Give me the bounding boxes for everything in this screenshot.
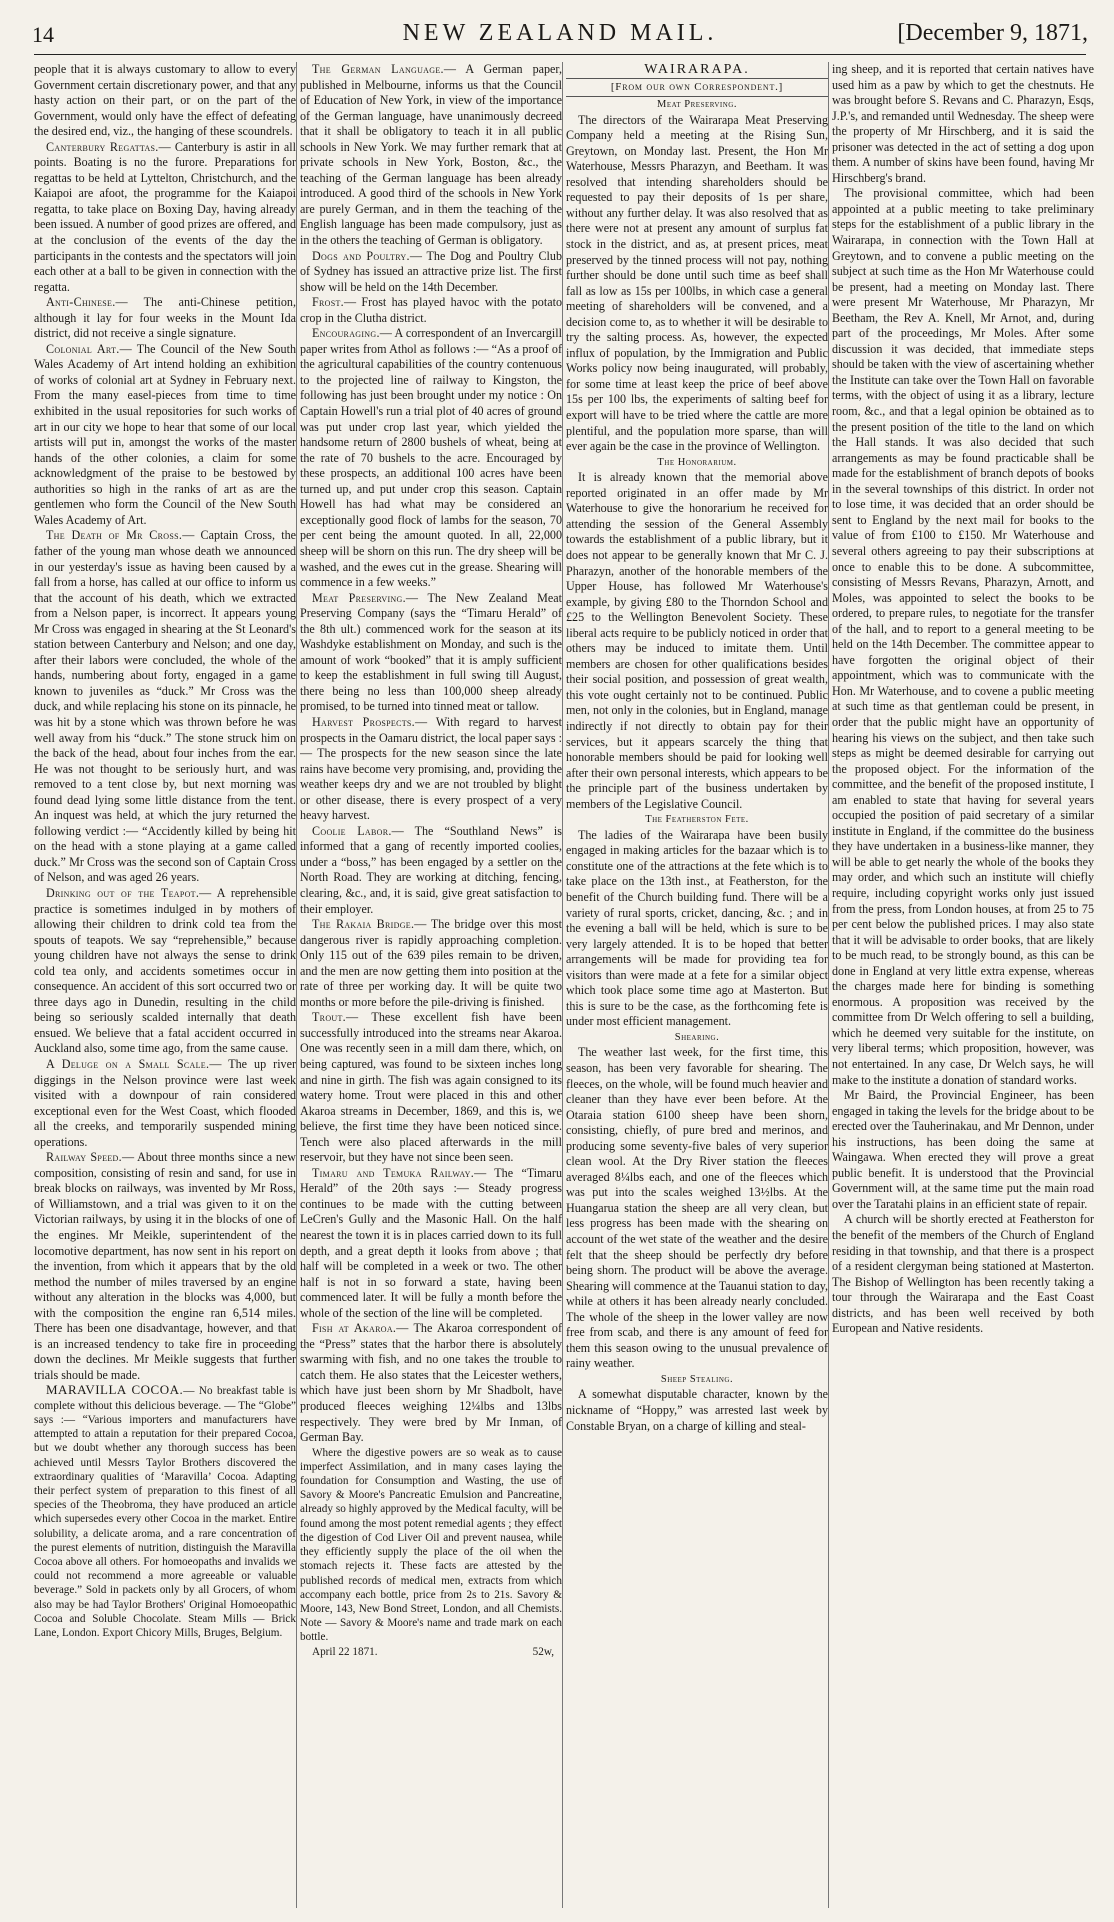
newspaper-title: NEW ZEALAND MAIL. — [402, 20, 718, 46]
article-shearing: The weather last week, for the first time, this season, has been very favorable for shearing. The fleeces, on the whole, will be found much heavier and cleaner than they have ever been before. At the Otaraia station 6100 sheep have been shorn, consisting, chiefly, of pure bred and merinos, and producing some seventy-five bales of very superior clean wool. At the Dry River station the fleeces averaged 8¼lbs each, and one of the fleeces which was put into the scales weighed 13½lbs. At the Huangarua station the sheep are all very clean, but less progress has been made with the shearing on account of the wet state of the weather and the desire felt that the sheep should be perfectly dry before being shorn. The product will be above the average. Shearing will commence at the Tauanui station to day, while at others it has been already nearly concluded. The whole of the sheep in the lower valley are now free from scab, and there is any amount of feed for them this season owing to the unusual prevalence of rainy weather. — [566, 1045, 828, 1371]
subheading: The Featherston Fete. — [645, 814, 749, 826]
article-body: — Canterbury is astir in all points. Boating is no the furore. Preparations for regattas to be held at Lyttelton, Christchurch, and the Kaiapoi are afoot, the programme for the Kaiapoi regatta, to take place on Boxing Day, having already been issued. A number of good prizes are offered, and at the conclusion of the events of the day the participants in the contests and the spectators will join each other at a ball to be given in connection with the regatta. — [34, 139, 296, 294]
article-heading: Railway Speed. — [46, 1150, 122, 1165]
article-body: — The Dog and Poultry Club of Sydney has issued an attractive prize list. The first show will be held on the 14th December. — [300, 248, 562, 294]
column-2 — [300, 62, 562, 1908]
article-heading: Meat Preserving. — [312, 590, 406, 605]
advertisement-code: 52w, — [532, 1645, 554, 1658]
advertisement-maravilla-cocoa — [34, 1383, 296, 1640]
article-body: — Captain Cross, the father of the young man whose death we announced in our yesterday's issue as having been caused by a fall from a horse, has called at our office to inform us that the account of his death, which we extracted from a Nelson paper, is incorrect. It appears young Mr Cross was engaged in shearing at the St Leonard's station between Canterbury and Nelson; and one day, after their labors were concluded, the whole of the hands, numbering about forty, engaged in a game known to juveniles as “duck.” Mr Cross was the duck, and while replacing his stone on its pinnacle, he was hit by a stone which was thrown before he was well away from his “duck.” The stone struck him on the back of the head, about four inches from the ear. He was not thought to be seriously hurt, and was removed to a tent close by, but next morning was found dead lying some little distance from the tent. An inquest was held, at which the jury returned the following verdict :— “Accidently killed by being hit on the head with a stone playing at a game called duck.” Mr Cross was the second son of Captain Cross of Nelson, and was aged 26 years. — [34, 528, 296, 885]
article-encouraging — [300, 326, 562, 590]
subheading: Sheep Stealing. — [660, 1373, 734, 1385]
article-heading: Trout. — [312, 1010, 346, 1025]
article-heading: The Death of Mr Cross. — [46, 528, 183, 543]
column-divider — [296, 62, 297, 1908]
article-heading: Fish at Akaroa. — [312, 1321, 397, 1336]
article-body: — A German paper, published in Melbourne, informs us that the Council of Education of New York, in view of the importance of the German language, have unanimously decreed that it shall be obligatory to teach it in all public schools in New York. We may further remark that at private schools in New York, Boston, &c., the teaching of the German language has been already introduced. A good third of the schools in New York are purely German, and in them the teaching of the English language has been made compulsory, just as in the others the teaching of German is obligatory. — [300, 62, 562, 248]
article-heading: Anti-Chinese. — [46, 295, 116, 310]
section-title: WAIRARAPA. — [644, 62, 750, 77]
column-divider — [828, 62, 829, 1908]
article-heading: Harvest Prospects. — [312, 714, 415, 729]
article-heading: A Deluge on a Small Scale. — [46, 1057, 210, 1071]
article-body: — The bridge over this most dangerous river is rapidly approaching completion. Only 115 out of the 639 piles remain to be driven, and the men are now getting them into position at the rate of three per working day. It will be quite two months or more before the pile-driving is finished. — [300, 917, 562, 1009]
article-body: — The “Timaru Herald” of the 20th says :— Steady progress continues to be made with the cutting between LeCren's Gully and the Masonic Hall. On the half nearest the town it is in places carried down to its full depth, and a great depth it looks from above ; that half will be completed in a week or two. The other half is not in so forward a state, having been commenced later. It will be fully a month before the whole of the section of the line will be completed. — [300, 1165, 562, 1320]
article-sheep-stealing: A somewhat disputable character, known by the nickname of “Hoppy,” was arrested last week by Constable Bryan, on a charge of killing and steal- — [566, 1387, 828, 1433]
article-german-language — [300, 62, 562, 249]
column-3 — [566, 62, 828, 1908]
advertisement-body: — No breakfast table is complete without this delicious beverage. — The “Globe” says :— “Various importers and manufacturers have attempted to attain a reputation for their prepared Cocoa, but we doubt whether any thorough success has been achieved until Messrs Taylor Brothers discovered the extraordinary qualities of ‘Maravilla’ Cocoa. Adapting their perfect system of preparation to this finest of all species of the Theobroma, they have produced an article which supersedes every other Cocoa in the market. Entire solubility, a delicate aroma, and a rare concentration of the purest elements of nutrition, distinguish the Maravilla Cocoa above all others. For homoeopaths and invalids we could not recommend a more agreeable or valuable beverage.” Sold in packets only by all Grocers, of whom also may be had Taylor Brothers' Original Homoeopathic Cocoa and Soluble Chocolate. Steam Mills — Brick Lane, London. Export Chicory Mills, Bruges, Belgium. — [34, 1385, 296, 1639]
subheading: Shearing. — [674, 1031, 720, 1043]
column-1 — [34, 62, 296, 1908]
article-heading: The Rakaia Bridge. — [312, 917, 415, 932]
article-wairarapa-meat: The directors of the Wairarapa Meat Preserving Company held a meeting at the Rising Sun, Greytown, on Monday last. Present, the Hon Mr Waterhouse, Messrs Pharazyn, and Beetham. It was resolved that intending shareholders should be requested to pay their deposits of 1s per share, without any further delay. It was also resolved that as there were not at present any amount of surplus fat stock in the district, and as, at present prices, meat preserved by the tinned process will not pay, nothing further should be done until such time as beef shall fall as low as 15s per 100lbs, in which case a general meeting of shareholders will be convened, and a decision come to, as to whether it will be desirable to try the salting process. As, however, the expected influx of population, by the Immigration and Public Works policy now being inaugurated, will probably, for some time at least keep the price of beef above 15s per 100 lbs, the experiments of salting beef for export will have to be tried where the cattle are more plentiful, and the population more sparse, than will ever again be the case in the province of Wellington. — [566, 112, 828, 454]
article-body: — The anti-Chinese petition, although it lay for four weeks in the Mount Ida district, did not receive a single signature. — [34, 295, 296, 341]
column-4 — [832, 62, 1094, 1908]
article-deluge — [34, 1057, 296, 1150]
article-heading: Timaru and Temuka Railway. — [312, 1165, 475, 1180]
advertisement-footer — [300, 1645, 562, 1659]
article-body: — The Akaroa correspondent of the “Press” states that the harbor there is absolutely swarming with fish, and no one takes the trouble to catch them. He also states that the Leicester wethers, which have just been shorn by Mr Shadbolt, have produced fleeces weighing 12¼lbs and 13lbs respectively. They were bred by Mr Inman, of German Bay. — [300, 1321, 562, 1445]
article-heading: Encouraging. — [312, 326, 380, 341]
article-body: — A correspondent of an Invercargill paper writes from Athol as follows :— “As a proof of the agricultural capabilities of the country contenuous to the projected line of railway to Kingston, the following has just been brought under my notice : On Captain Howell's run a trial plot of 40 acres of ground was put under crop last year, which yielded the handsome return of 2800 bushels of wheat, being at the rate of 70 bushels to the acre. Encouraged by these prospects, an additional 100 acres have been turned up, and put under crop this season. Captain Howell has had what may be considered an exceptionally good flock of lambs for the season, 70 per cent being the amount quoted. In all, 22,000 sheep will be shorn on this run. The dry sheep will be washed, and the ewes cut in the grease. Shearing will commence in a few weeks.” — [300, 326, 562, 590]
article-rakaia-bridge — [300, 917, 562, 1010]
article-heading: Canterbury Regattas. — [46, 139, 159, 154]
article-heading: Colonial Art. — [46, 341, 120, 356]
article-featherston-church: A church will be shortly erected at Featherston for the benefit of the members of the Church of England residing in that township, and that there is a prospect of a resident clergyman being stationed at Masterton. The Bishop of Wellington has been recently taking a tour through the Wairarapa and the East Coast districts, and has been well received by both European and Native residents. — [832, 1212, 1094, 1336]
column-divider — [562, 62, 563, 1908]
article-body: — About three months since a new composition, consisting of resin and sand, for use in break blocks on railways, was invented by Mr Ross, of Williamstown, and a trial was given to it on the Victorian railways, by using it in the blocks of one of the engines. Mr Meikle, superintendent of the locomotive department, has now sent in his report on the invention, from which it appears that by the old method the number of miles traversed by an engine without any alteration in the blocks was 4,000, but with the composition the engine ran 6,514 miles. There has been one disadvantage, however, and that is an increased tendency to take fire in proceeding down the declines. Mr Meikle suggests that further trials should be made. — [34, 1150, 296, 1382]
article-body: — With regard to harvest prospects in the Oamaru district, the local paper says :— The prospects for the new season since the late rains have become very promising, and, providing the weather keeps dry and we are not troubled by blight or other disease, there is every prospect of a very heavy harvest. — [300, 714, 562, 823]
article-body: — Frost has played havoc with the potato crop in the Clutha district. — [300, 295, 562, 325]
article-timaru-temuka-railway — [300, 1166, 562, 1321]
masthead — [32, 18, 1088, 52]
header-rule — [34, 54, 1086, 55]
article-body: — The Council of the New South Wales Academy of Art intend holding an exhibition of works of colonial art at Sydney in February next. From the many easel-pieces from time to time exhibited in the usual repositories for such works of art in our city we hope to hear that some of our local artists will put in, amongst the works of the master hands of the other colonies, a claim for some acknowledgment of the praise to be bestowed by authorities so high in the ranks of art as are the gentlemen who form the Council of the New South Wales Academy of Art. — [34, 341, 296, 527]
article-body: — The New Zealand Meat Preserving Company (says the “Timaru Herald” of the 8th ult.) commenced work for the season at its Washdyke establishment on Monday, and such is the amount of work “booked” that it is amply sufficient to keep the establishment in full swing till August, there being no less than 100,000 sheep already promised, to be turned into tinned meat or tallow. — [300, 590, 562, 714]
advertisement-savory-moore: Where the digestive powers are so weak as to cause imperfect Assimilation, and in many cases laying the foundation for Consumption and Wasting, the use of Savory & Moore's Pancreatic Emulsion and Pancreatine, already so highly approved by the Medical faculty, will be found among the most potent remedial agents ; they effect the digestion of Cod Liver Oil and prevent nausea, while they efficiently supply the place of the oil when the stomach rejects it. These facts are attested by the published records of medical men, extracts from which accompany each bottle, price from 2s to 21s. Savory & Moore, 143, New Bond Street, London, and all Chemists. Note — Savory & Moore's name and trade mark on each bottle. — [300, 1446, 562, 1644]
article-body: — The “Southland News” is informed that a gang of recently imported coolies, under a “boss,” has been engaged by a settler on the North Road. They are working at ditching, fencing, clearing, &c., and, it is said, give great satisfaction to their employer. — [300, 823, 562, 916]
article-body: — These excellent fish have been successfully introduced into the streams near Akaroa. One was recently seen in a mill dam there, which, on being captured, was found to be sixteen inches long and nine in girth. The fish was again consigned to its watery home. Trout were placed in this and other Akaroa streams in December, 1869, and this is, we believe, the first time they have been noticed since. Tench were also placed afterwards in the mill reservoir, but they have not since been seen. — [300, 1010, 562, 1165]
article-honorarium: It is already known that the memorial above reported originated in an offer made by Mr Waterhouse to give the honorarium he received for attending the session of the General Assembly towards the establishment of a public library, but it does not appear to be generally known that Mr C. J. Pharazyn, another of the honorable members of the Upper House, has followed Mr Waterhouse's example, by giving £80 to the Thorndon School and £25 to the Wellington Benevolent Society. These liberal acts require to be publicly noticed in order that others may be induced to imitate them. Until members are chosen for other qualifications besides their social position, and possession of great wealth, this vote ought certainly not to be continued. Public men, not only in the colonies, but in England, manage indirectly if not directly to obtain pay for their services, but it appears scarcely the thing that honorable members should be paid for looking well after their own personal interests, which appears to be the principle part of the business undertaken by members of the Legislative Council. — [566, 470, 828, 811]
article-railway-speed — [34, 1150, 296, 1383]
subheading: The Honorarium. — [657, 456, 737, 468]
article-heading: Dogs and Poultry. — [312, 248, 410, 263]
article-coolie-labor — [300, 824, 562, 917]
subheading: Meat Preserving. — [657, 99, 737, 111]
article-heading: Coolie Labor. — [312, 823, 392, 838]
article-meat-preserving — [300, 591, 562, 715]
advertisement-date: April 22 1871. — [312, 1645, 378, 1658]
article-colonial-art — [34, 342, 296, 529]
article-sheep-stealing-continued: ing sheep, and it is reported that certain natives have used him as a paw by which to get the chestnuts. He was brought before S. Revans and C. Pharazyn, Esqs, J.P.'s, and remanded until Wednesday. The sheep were the property of Mr Hirschberg, and it is said the prisoner was detected in the act of setting a dog upon them. A number of skins have been found, having Mr Hirschberg's brand. — [832, 62, 1094, 185]
article-anti-chinese — [34, 295, 296, 342]
advertisement-title: MARAVILLA COCOA. — [46, 1382, 184, 1398]
article-provincial-engineer: Mr Baird, the Provincial Engineer, has been engaged in taking the levels for the bridge about to be erected over the Tauherinakau, and Mr Dennon, under his instructions, has been doing the same at Waingawa. When erected they will prove a great public benefit. It is understood that the Provincial Government will, at the same time put the main road over the Taratahi plains in an efficient state of repair. — [832, 1088, 1094, 1211]
article-body: — A reprehensible practice is sometimes indulged in by mothers of allowing their children to drink cold tea from the spouts of teapots. We say “reprehensible,” because young children have not always the sense to drink cold tea only, and accidents sometimes occur in consequence. An accident of this sort occurred two or three days ago in Dunedin, resulting in the child being so seriously scalded internally that death ensued. We believe that a fatal accident occurred in Auckland also, some time ago, from the same cause. — [34, 885, 296, 1056]
article-intro-continued: people that it is always customary to allow to every Government certain discretionary power, and that any hasty action on their part, or on the part of the Government, would only have the effect of defeating the desired end, viz., the hanging of these scoundrels. — [34, 62, 296, 139]
article-canterbury-regattas — [34, 140, 296, 295]
correspondent-line: [From our own Correspondent.] — [566, 78, 828, 98]
article-heading: The German Language. — [312, 62, 444, 76]
article-harvest-prospects — [300, 715, 562, 824]
article-dogs-poultry — [300, 249, 562, 296]
article-heading: Frost. — [312, 295, 344, 310]
article-body: — The up river diggings in the Nelson province were last week visited with a downpour of rain considered exceptional even for the West Coast, which flooded all the creeks, and temporarily suspended mining operations. — [34, 1057, 296, 1149]
issue-date: [December 9, 1871, — [897, 20, 1088, 46]
article-frost — [300, 295, 562, 326]
article-drinking-teapot — [34, 886, 296, 1057]
article-heading: Drinking out of the Teapot. — [46, 885, 200, 900]
article-death-of-mr-cross — [34, 528, 296, 886]
article-fish-at-akaroa — [300, 1321, 562, 1445]
article-trout — [300, 1010, 562, 1165]
article-featherston-fete: The ladies of the Wairarapa have been busily engaged in making articles for the bazaar which is to constitute one of the attractions at the fete which is to take place on the 13th inst., at Featherston, for the benefit of the Church building fund. There will be a variety of rural sports, cricket, dancing, &c. ; and in the evening a ball will be held, which is sure to be very largely attended. It is to be hoped that better arrangements will be made for providing tea for visitors than were made at a fete for a similar object which took place some time ago at Masterton. But this is sure to be the case, as the forthcoming fete is under most efficient management. — [566, 827, 828, 1029]
page-number: 14 — [32, 22, 54, 47]
article-public-library: The provisional committee, which had been appointed at a public meeting to take preliminary steps for the establishment of a public library in the Wairarapa, in connection with the Town Hall at Greytown, and to convene a public meeting on the subject at such time as the Hon Mr Waterhouse could be present, had a meeting on Monday last. There were present Mr Waterhouse, Mr Pharazyn, Mr Beetham, the Rev A. Knell, Mr Arnot, and, during part of the proceedings, Mr Moles. After some discussion it was decided, that immediate steps should be taken with the view of ascertaining whether the Institute can take over the Town Hall on favorable terms, with the object of using it as a library, lecture room, &c., and that a legal opinion be obtained as to the present position of the title to the land on which the Hall stands. It was also decided that such arrangements as may be found practicable shall be made for the establishment of branch depots of books in the several townships of this district. In order not to lose time, it was decided that an order should be sent to England by the next mail for books to the value of from £100 to £150. Mr Waterhouse and several others agreeing to pay their subscriptions at once to enable this to be done. A subcommittee, consisting of Messrs Revans, Pharazyn, Arnott, and Moles, was appointed to select the books to be ordered, to prepare rules, to negotiate for the transfer of the hall, and to report to a general meeting to be held on the 14th December. The committee appear to have forgotten the original object of their appointment, which was to communicate with the Hon. Mr Waterhouse, and to covene a public meeting at such time as that gentleman could be present, in order that the public might have an opportunity of hearing his views on the subject, and then take such steps as might be deemed desirable for carrying out the proposed object. For the information of the committee, and the benefit of the proposed institute, I am enabled to state that having for several years occupied the position of paid secretary of a similar institute in England, if the committee do the business they have undertaken in a business-like manner, they will be able to get nearly the whole of the books they may order, and which such an institute will chiefly require, including copyright works only just issued from the press, from London houses, at from 25 to 75 per cent below the published prices. I may also state that it will be advisable to order books, that are likely to be much read, to be strongly bound, as this can be done in England at very little extra expense, whereas the charges made here for binding is something enormous. A proposition was received by the committee from Dr Welch offering to sell a building, which he deemed very suitable for the institute, on very liberal terms; which proposition, however, was not entertained. In any case, Dr Welch says, he will make to the institute a donation of standard works. — [832, 186, 1094, 1087]
